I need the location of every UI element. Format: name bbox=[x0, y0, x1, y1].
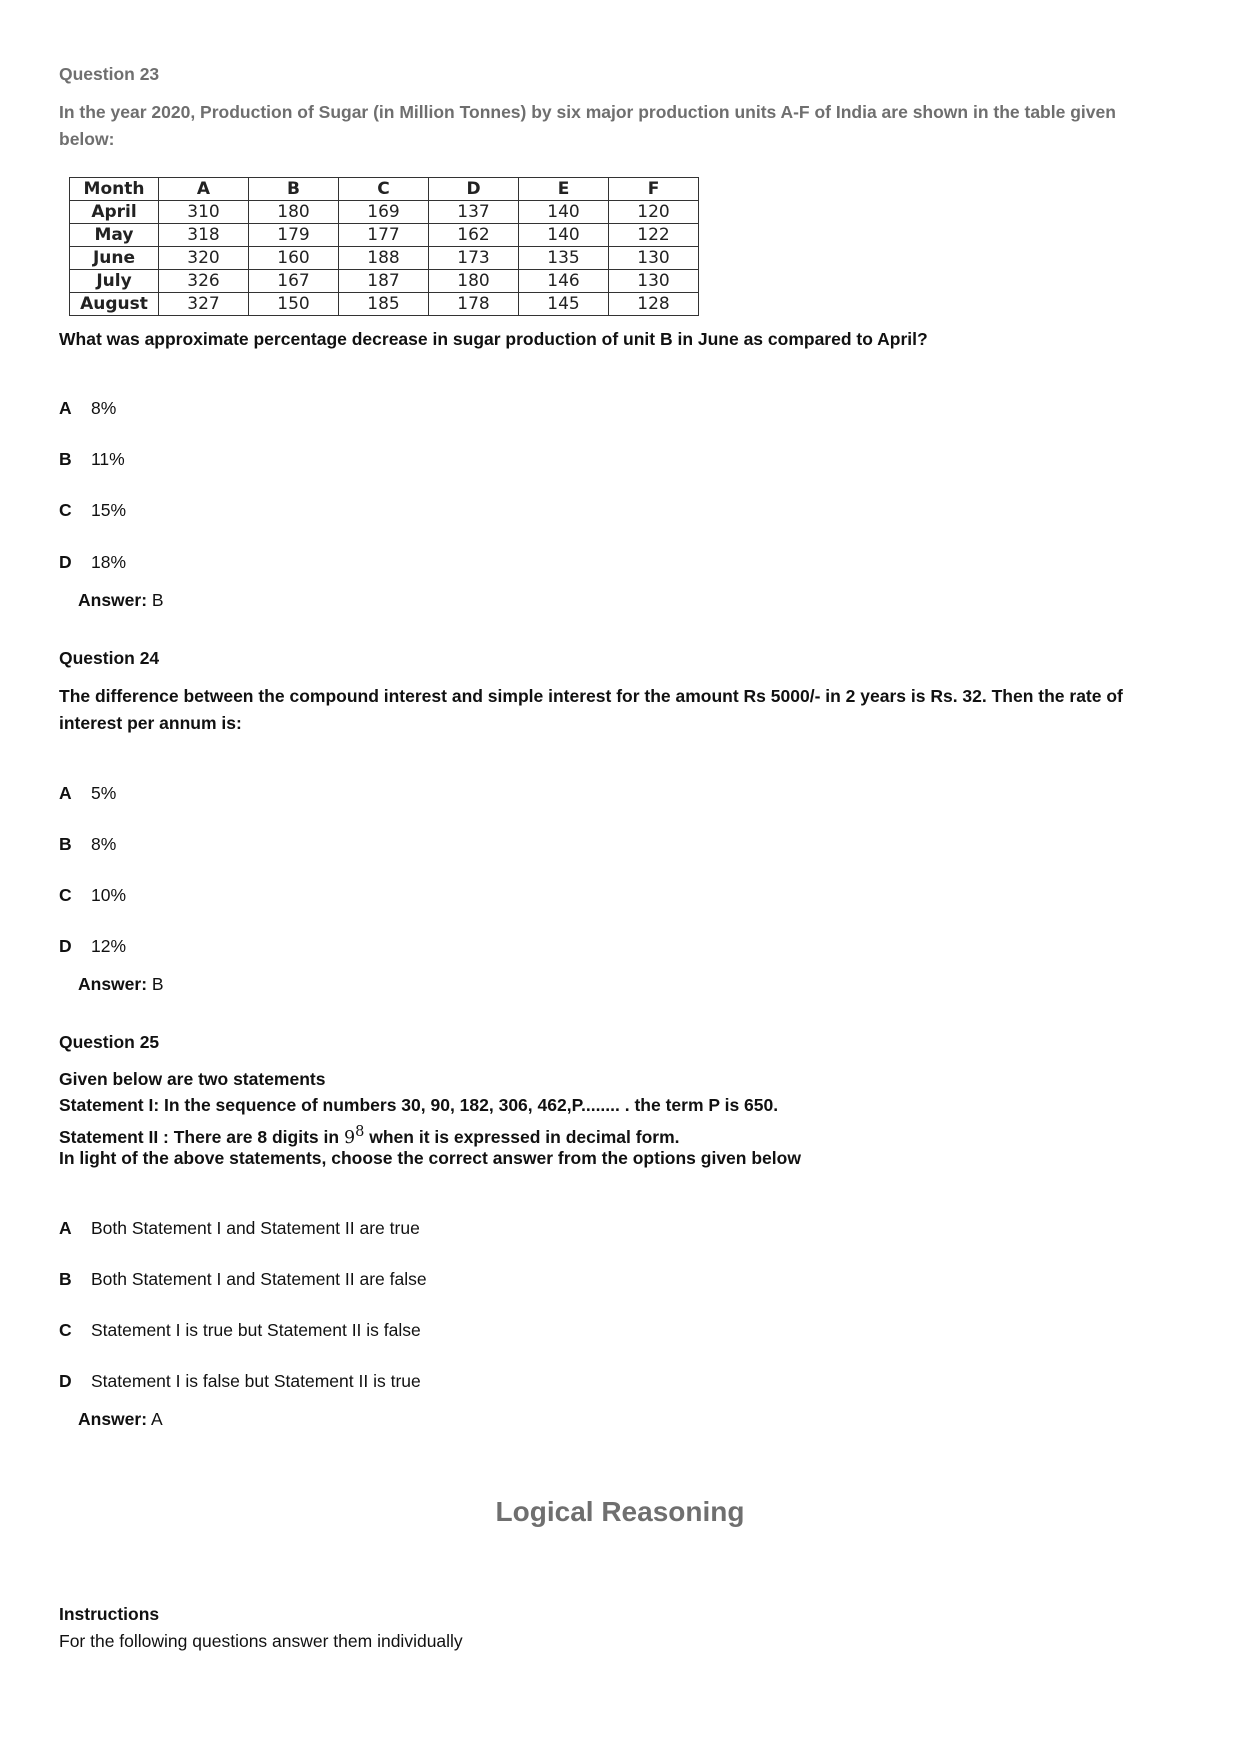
instructions-text: For the following questions answer them individually bbox=[59, 1631, 463, 1651]
table-cell: 167 bbox=[249, 270, 339, 293]
q25-option-a[interactable] bbox=[59, 1218, 420, 1239]
table-row bbox=[70, 224, 699, 247]
option-letter: B bbox=[59, 834, 72, 854]
table-cell: 137 bbox=[429, 201, 519, 224]
table-cell: 326 bbox=[159, 270, 249, 293]
table-cell: 178 bbox=[429, 293, 519, 316]
power-base: 9 bbox=[343, 1127, 356, 1148]
question-23-prompt: What was approximate percentage decrease in sugar production of unit B in June as compared to April? bbox=[59, 329, 928, 349]
answer-label: Answer: bbox=[78, 974, 148, 994]
table-cell: 162 bbox=[429, 224, 519, 247]
option-letter: C bbox=[59, 1320, 72, 1340]
table-cell-month: June bbox=[70, 247, 159, 270]
table-cell: 173 bbox=[429, 247, 519, 270]
table-cell-month: July bbox=[70, 270, 159, 293]
option-letter: A bbox=[59, 1218, 72, 1238]
table-cell: 135 bbox=[519, 247, 609, 270]
question-24-text: The difference between the compound interest and simple interest for the amount Rs 5000/- in 2 years is Rs. 32. Then the rate of interest per annum is: bbox=[59, 686, 1123, 733]
table-cell: 318 bbox=[159, 224, 249, 247]
table-cell: 160 bbox=[249, 247, 339, 270]
table-cell: 120 bbox=[609, 201, 699, 224]
answer-value: A bbox=[150, 1409, 163, 1429]
option-letter: D bbox=[59, 936, 72, 956]
table-row bbox=[70, 247, 699, 270]
table-cell: 185 bbox=[339, 293, 429, 316]
q23-option-a[interactable] bbox=[59, 398, 116, 419]
option-letter: A bbox=[59, 398, 72, 418]
option-text: 12% bbox=[91, 936, 127, 956]
q24-option-d[interactable] bbox=[59, 936, 126, 957]
q24-option-a[interactable] bbox=[59, 783, 116, 804]
table-cell: 179 bbox=[249, 224, 339, 247]
table-cell: 146 bbox=[519, 270, 609, 293]
table-header-cell: B bbox=[249, 178, 339, 201]
table-cell: 327 bbox=[159, 293, 249, 316]
table-row bbox=[70, 293, 699, 316]
option-letter: D bbox=[59, 552, 72, 572]
option-letter: A bbox=[59, 783, 72, 803]
table-cell: 140 bbox=[519, 201, 609, 224]
table-cell: 180 bbox=[429, 270, 519, 293]
table-cell: 180 bbox=[249, 201, 339, 224]
question-23-title: Question 23 bbox=[59, 64, 160, 84]
option-text: 8% bbox=[91, 834, 117, 854]
table-cell-month: May bbox=[70, 224, 159, 247]
question-25-instruction: In light of the above statements, choose the correct answer from the options given below bbox=[59, 1148, 801, 1168]
table-cell-month: April bbox=[70, 201, 159, 224]
table-header-row bbox=[70, 178, 699, 201]
table-cell: 140 bbox=[519, 224, 609, 247]
option-text: Statement I is false but Statement II is true bbox=[91, 1371, 421, 1391]
power-exponent: 8 bbox=[355, 1123, 365, 1140]
option-letter: C bbox=[59, 885, 72, 905]
option-text: 10% bbox=[91, 885, 127, 905]
table-cell: 169 bbox=[339, 201, 429, 224]
table-header-cell: C bbox=[339, 178, 429, 201]
table-row bbox=[70, 201, 699, 224]
q25-option-d[interactable] bbox=[59, 1371, 421, 1392]
question-23-text: In the year 2020, Production of Sugar (in Million Tonnes) by six major production units A-F of India are shown in the table given below: bbox=[59, 102, 1116, 149]
table-header-cell: A bbox=[159, 178, 249, 201]
q24-option-c[interactable] bbox=[59, 885, 126, 906]
table-cell: 320 bbox=[159, 247, 249, 270]
instructions-title: Instructions bbox=[59, 1604, 160, 1624]
section-title: Logical Reasoning bbox=[495, 1496, 745, 1527]
table-header-cell: F bbox=[609, 178, 699, 201]
table-cell: 145 bbox=[519, 293, 609, 316]
table-header-cell: Month bbox=[70, 178, 159, 201]
table-cell: 128 bbox=[609, 293, 699, 316]
table-cell: 188 bbox=[339, 247, 429, 270]
table-header-cell: D bbox=[429, 178, 519, 201]
table-cell: 122 bbox=[609, 224, 699, 247]
q23-answer bbox=[78, 590, 164, 611]
option-text: Statement I is true but Statement II is false bbox=[91, 1320, 421, 1340]
statement-2-prefix: Statement II : There are 8 digits in bbox=[59, 1126, 340, 1147]
table-header-cell: E bbox=[519, 178, 609, 201]
option-text: Both Statement I and Statement II are true bbox=[91, 1218, 420, 1238]
option-text: 11% bbox=[91, 449, 125, 469]
statement-1: Statement I: In the sequence of numbers 30, 90, 182, 306, 462,P........ . the term P is 650. bbox=[59, 1095, 779, 1115]
q25-answer bbox=[78, 1409, 163, 1430]
sugar-production-table bbox=[69, 177, 699, 316]
q24-answer bbox=[78, 974, 164, 995]
table-cell: 130 bbox=[609, 247, 699, 270]
table-cell: 130 bbox=[609, 270, 699, 293]
answer-value: B bbox=[151, 974, 164, 994]
option-text: 5% bbox=[91, 783, 117, 803]
q25-option-b[interactable] bbox=[59, 1269, 427, 1290]
q25-option-c[interactable] bbox=[59, 1320, 421, 1341]
option-text: 8% bbox=[91, 398, 117, 418]
option-text: Both Statement I and Statement II are false bbox=[91, 1269, 427, 1289]
q23-option-b[interactable] bbox=[59, 449, 125, 470]
option-text: 15% bbox=[91, 500, 127, 520]
table-cell: 187 bbox=[339, 270, 429, 293]
answer-label: Answer: bbox=[78, 1409, 148, 1429]
q23-option-c[interactable] bbox=[59, 500, 126, 521]
q24-option-b[interactable] bbox=[59, 834, 116, 855]
answer-value: B bbox=[151, 590, 164, 610]
question-25-intro: Given below are two statements bbox=[59, 1069, 326, 1089]
table-row bbox=[70, 270, 699, 293]
option-letter: C bbox=[59, 500, 72, 520]
table-cell-month: August bbox=[70, 293, 159, 316]
option-letter: B bbox=[59, 449, 72, 469]
table-cell: 310 bbox=[159, 201, 249, 224]
q23-option-d[interactable] bbox=[59, 552, 126, 573]
option-letter: B bbox=[59, 1269, 72, 1289]
table-cell: 177 bbox=[339, 224, 429, 247]
statement-2-suffix: when it is expressed in decimal form. bbox=[369, 1126, 680, 1147]
option-text: 18% bbox=[91, 552, 127, 572]
table-cell: 150 bbox=[249, 293, 339, 316]
question-24-title: Question 24 bbox=[59, 648, 160, 668]
question-25-title: Question 25 bbox=[59, 1032, 160, 1052]
option-letter: D bbox=[59, 1371, 72, 1391]
answer-label: Answer: bbox=[78, 590, 148, 610]
